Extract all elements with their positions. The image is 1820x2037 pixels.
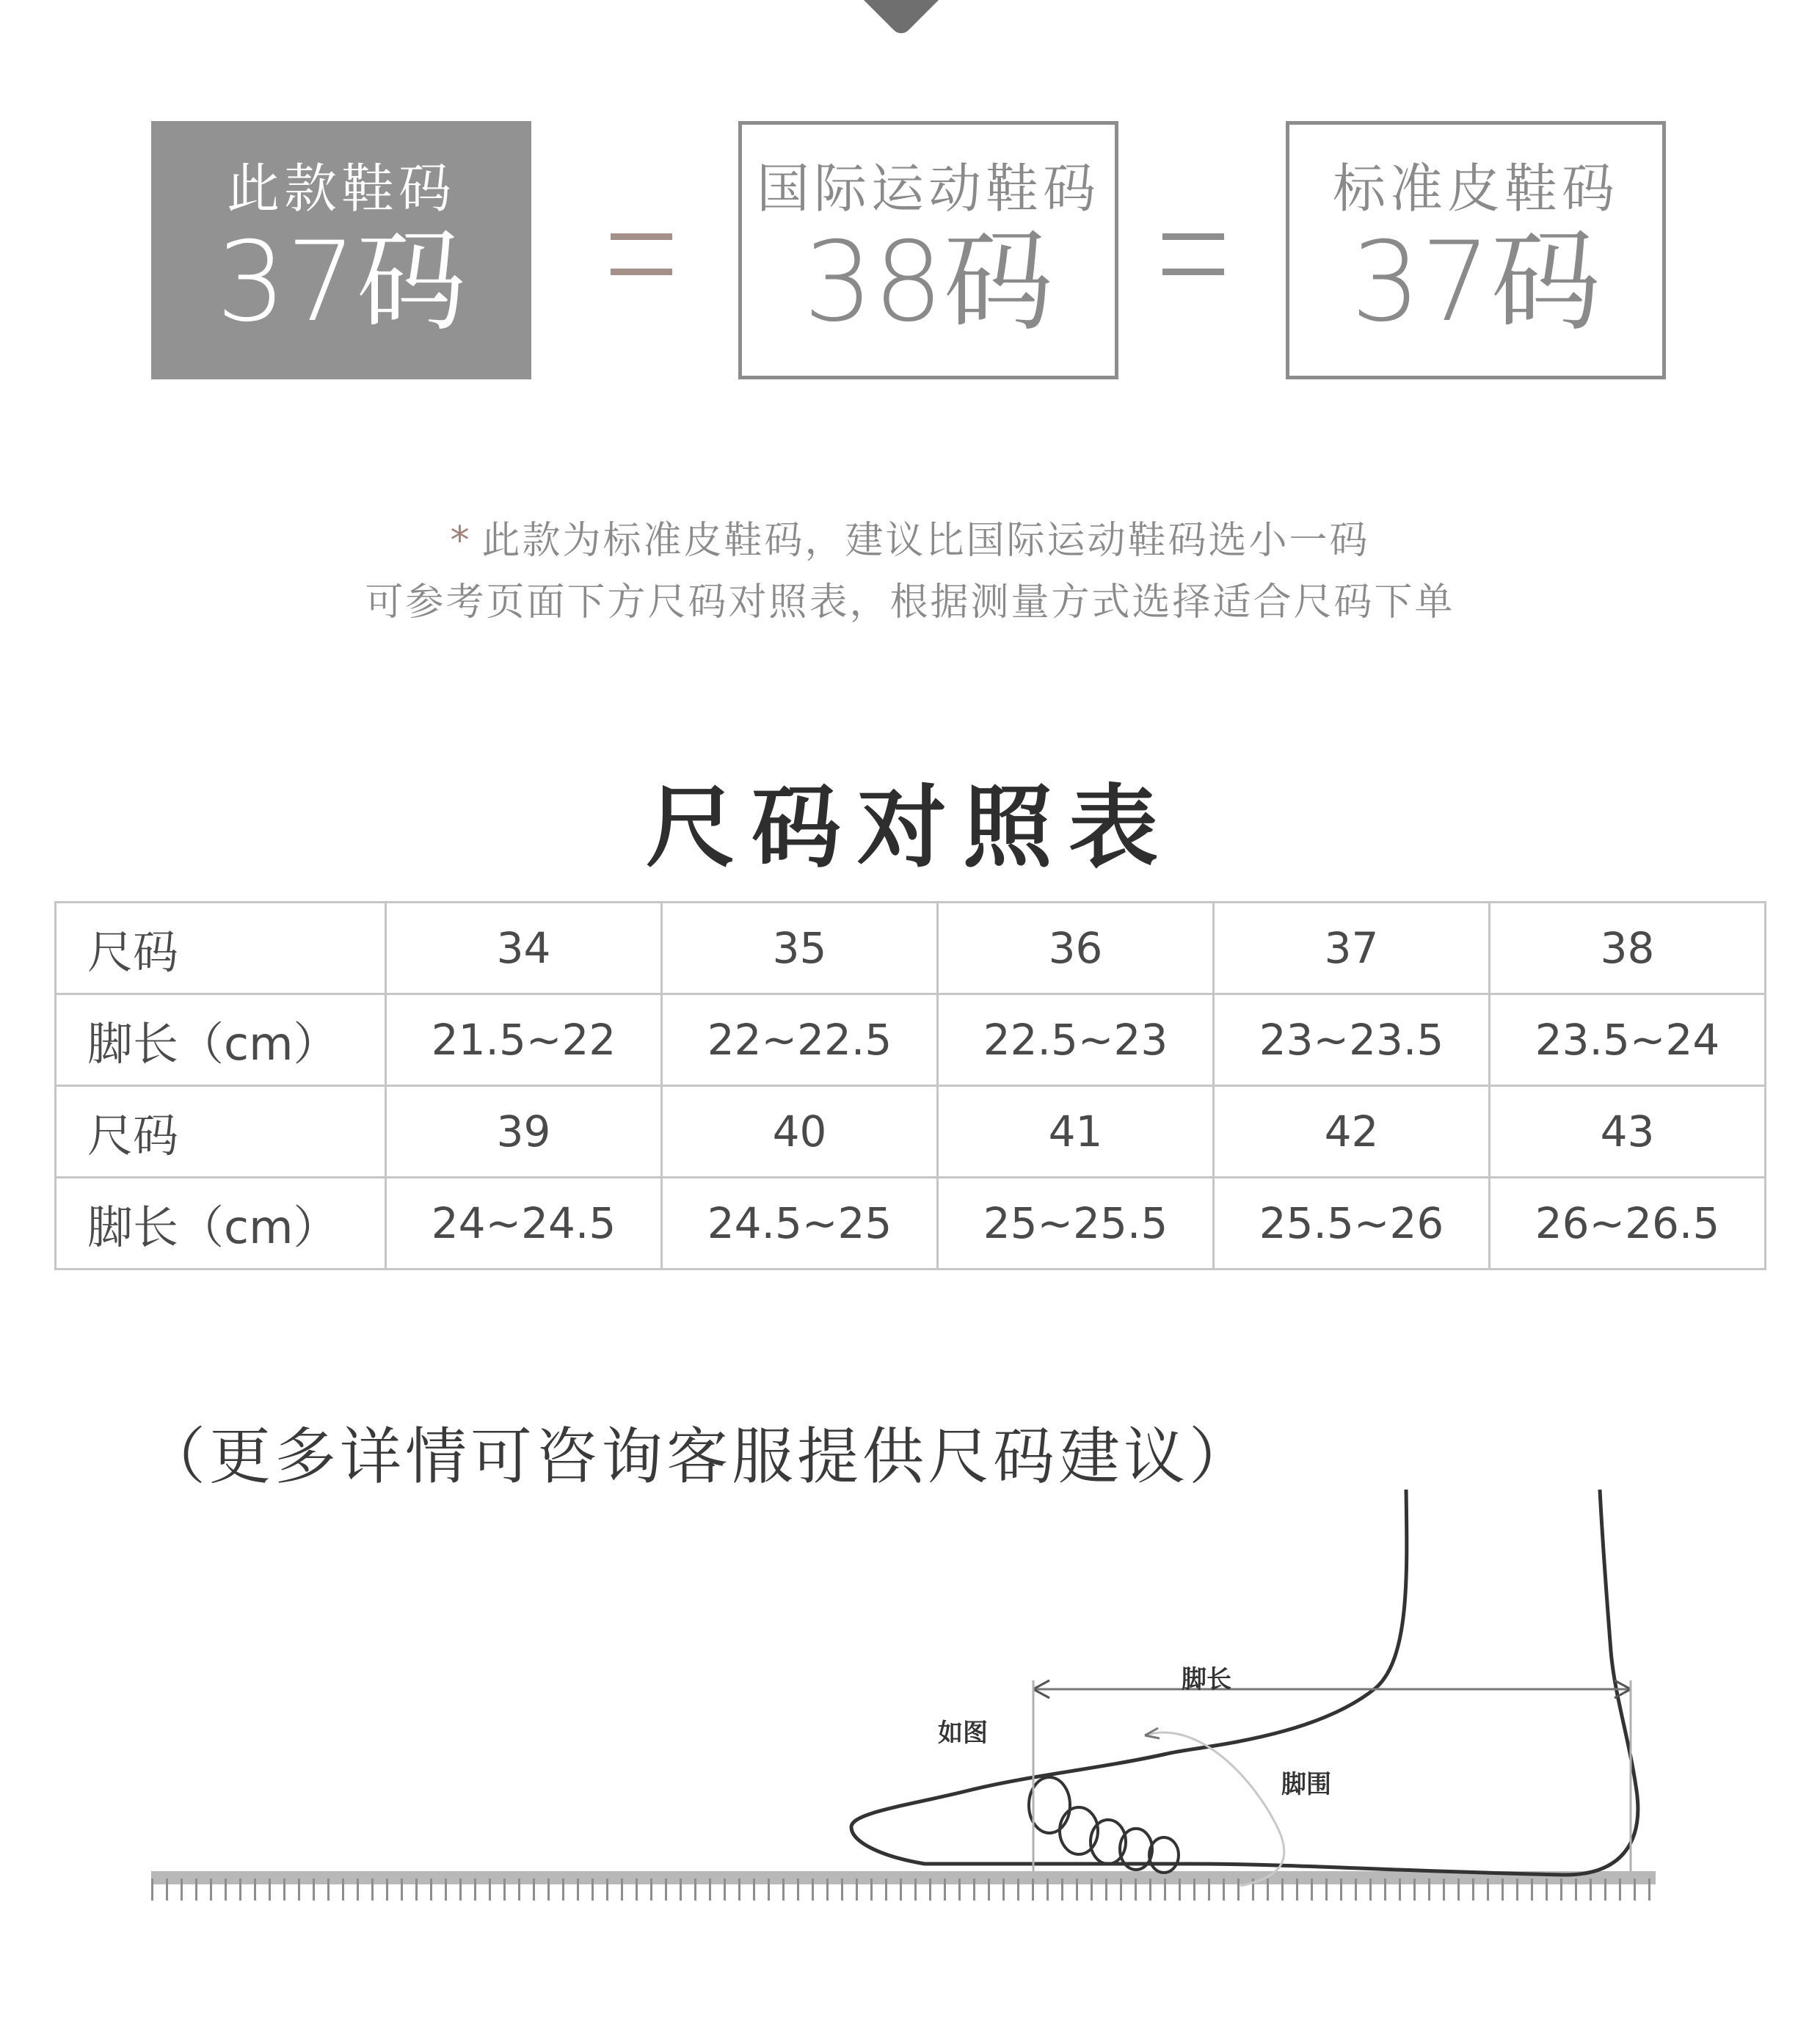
size-note-line-2: 可参考页面下方尺码对照表，根据测量方式选择适合尺码下单 — [365, 580, 1455, 624]
size-note-line-1 — [0, 509, 1820, 564]
foot-outline — [851, 1490, 1638, 1875]
table-row-label: 脚长（cm） — [56, 1178, 386, 1269]
label-foot-girth: 脚围 — [1281, 1770, 1331, 1799]
size-note-text-1: 此款为标准皮鞋码，建议比国际运动鞋码选小一码 — [481, 519, 1370, 563]
label-foot-length: 脚长 — [1182, 1665, 1231, 1694]
table-cell: 40 — [662, 1086, 938, 1178]
table-cell: 25.5~26 — [1214, 1178, 1490, 1269]
table-row — [56, 903, 1766, 994]
sport-size-box — [738, 121, 1118, 379]
table-row-label: 尺码 — [56, 1086, 386, 1178]
sport-size-label: 国际运动鞋码 — [756, 157, 1100, 219]
table-cell: 43 — [1490, 1086, 1766, 1178]
table-cell: 21.5~22 — [386, 994, 662, 1086]
table-cell: 22~22.5 — [662, 994, 938, 1086]
table-row — [56, 1178, 1766, 1269]
table-cell: 34 — [386, 903, 662, 994]
table-row — [56, 1086, 1766, 1178]
equals-sign-icon — [1162, 233, 1224, 280]
equals-sign-icon — [611, 233, 672, 280]
sport-size-value: 38码 — [803, 218, 1054, 346]
table-row — [56, 994, 1766, 1086]
table-row-label: 脚长（cm） — [56, 994, 386, 1086]
this-size-box — [151, 121, 531, 379]
size-chart-title: 尺码对照表 — [646, 776, 1174, 880]
this-size-label: 此款鞋码 — [226, 157, 456, 219]
size-chart-table — [54, 901, 1766, 1270]
leather-size-value: 37码 — [1350, 218, 1601, 346]
table-cell: 36 — [938, 903, 1214, 994]
table-cell: 38 — [1490, 903, 1766, 994]
table-cell: 22.5~23 — [938, 994, 1214, 1086]
leather-size-box — [1286, 121, 1666, 379]
ruler-ticks — [151, 1879, 1656, 1908]
table-cell: 41 — [938, 1086, 1214, 1178]
foot-measurement-diagram — [0, 1468, 1820, 2037]
table-cell: 25~25.5 — [938, 1178, 1214, 1269]
top-notch-decoration — [853, 0, 949, 37]
asterisk-mark: * — [450, 519, 472, 563]
table-cell: 23.5~24 — [1490, 994, 1766, 1086]
this-size-value: 37码 — [216, 218, 467, 346]
consult-note: （更多详情可咨询客服提供尺码建议） — [144, 1421, 1255, 1493]
table-cell: 37 — [1214, 903, 1490, 994]
table-cell: 35 — [662, 903, 938, 994]
table-cell: 26~26.5 — [1490, 1178, 1766, 1269]
leather-size-label: 标准皮鞋码 — [1332, 157, 1619, 219]
toes-icon — [1029, 1777, 1179, 1873]
table-row-label: 尺码 — [56, 903, 386, 994]
label-as-shown: 如图 — [938, 1719, 988, 1748]
table-cell: 39 — [386, 1086, 662, 1178]
size-table-body — [56, 903, 1766, 1269]
table-cell: 23~23.5 — [1214, 994, 1490, 1086]
table-cell: 24.5~25 — [662, 1178, 938, 1269]
table-cell: 24~24.5 — [386, 1178, 662, 1269]
table-cell: 42 — [1214, 1086, 1490, 1178]
